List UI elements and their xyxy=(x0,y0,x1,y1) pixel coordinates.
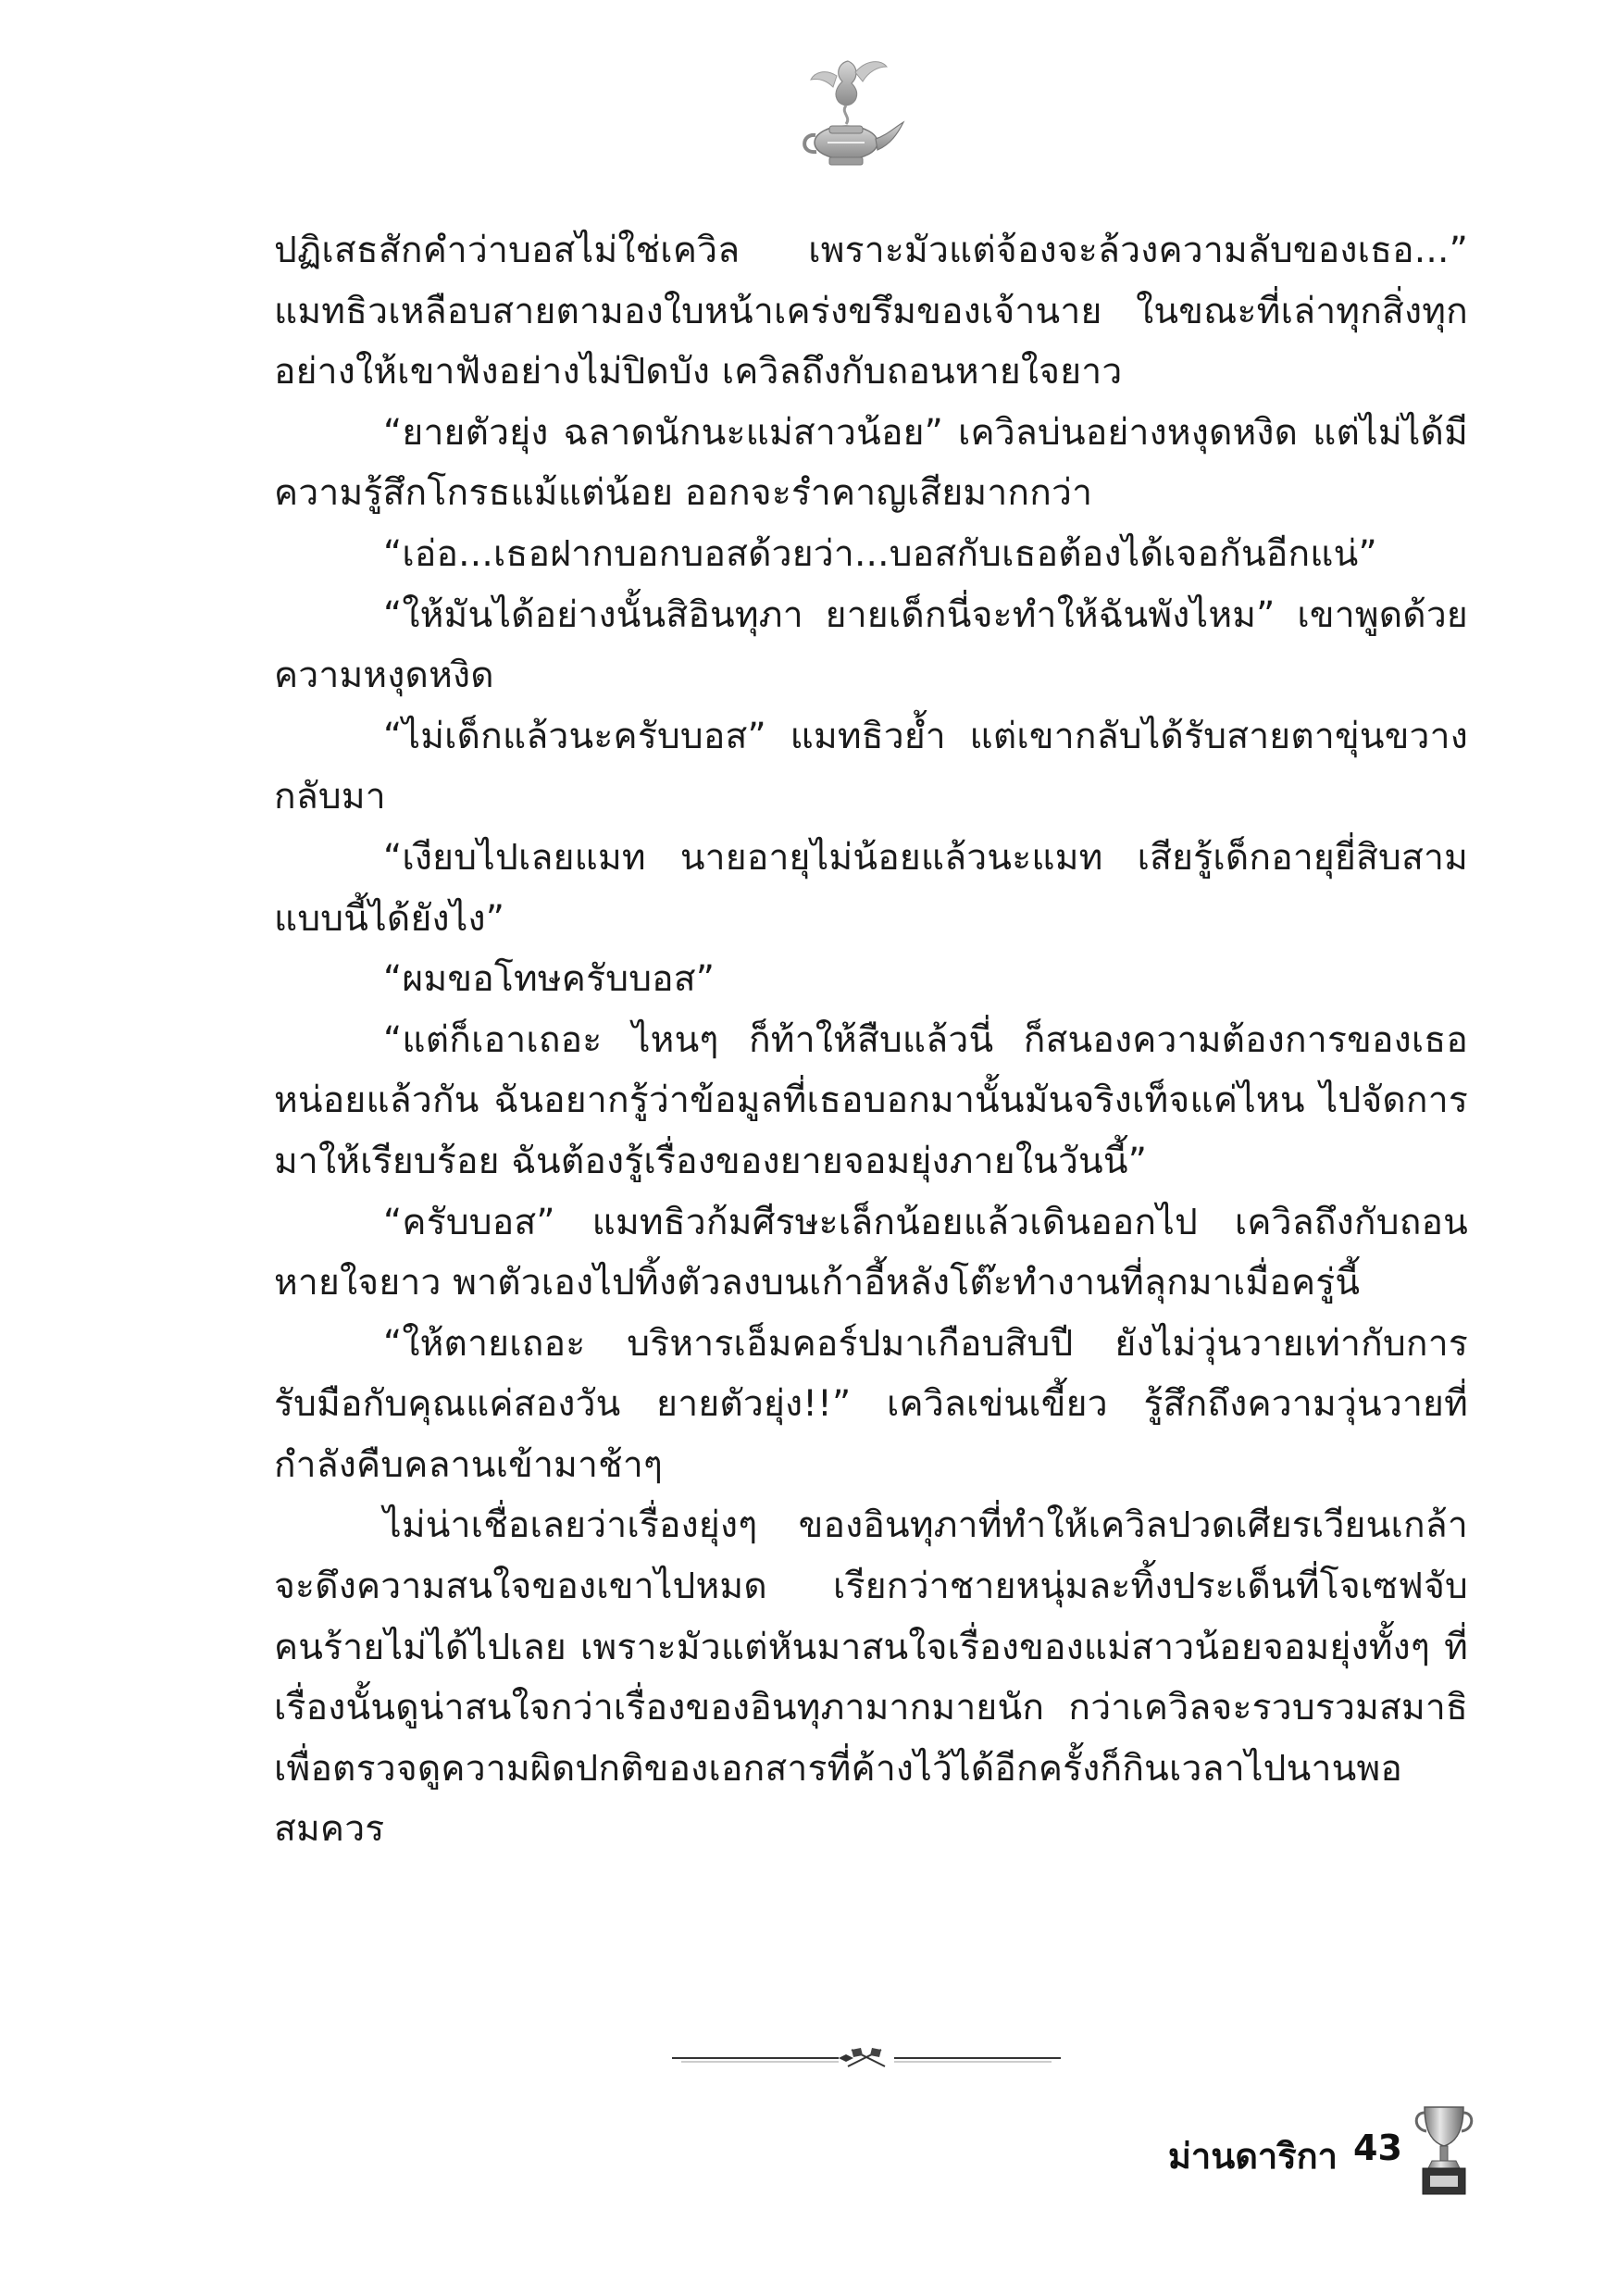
paragraph: “ให้ตายเถอะ บริหารเอ็มคอร์ปมาเกือบสิบปี ยังไม่วุ่นวายเท่ากับการรับมือกับคุณแค่สองวัน ยายตัวยุ่ง!!” เควิลเข่นเขี้ยว รู้สึกถึงความวุ่นวายที่กำลังคืบคลานเข้ามาช้าๆ xyxy=(274,1322,1468,1486)
paragraph: “ผมขอโทษครับบอส” xyxy=(383,958,716,1001)
chapter-text xyxy=(274,220,1468,1860)
trophy-icon xyxy=(1412,2100,1476,2202)
teapot-with-figure-icon xyxy=(790,54,911,174)
paragraph: “ให้มันได้อย่างนั้นสิอินทุภา ยายเด็กนี่จะทำให้ฉันพังไหม” เขาพูดด้วยความหงุดหงิด xyxy=(274,593,1468,697)
book-title: ม่านดาริกา xyxy=(1167,2136,1338,2177)
page-footer xyxy=(1111,2100,1481,2211)
paragraph: “ครับบอส” แมทธิวก้มศีรษะเล็กน้อยแล้วเดินออกไป เควิลถึงกับถอนหายใจยาว พาตัวเองไปทิ้งตัวลงบนเก้าอี้หลังโต๊ะทำงานที่ลุกมาเมื่อครู่นี้ xyxy=(274,1201,1468,1304)
paragraph: “เงียบไปเลยแมท นายอายุไม่น้อยแล้วนะแมท เสียรู้เด็กอายุยี่สิบสามแบบนี้ได้ยังไง” xyxy=(274,836,1468,940)
page-number: 43 xyxy=(1353,2128,1402,2168)
crossed-flags-icon xyxy=(839,2048,885,2066)
paragraph: ปฏิเสธสักคำว่าบอสไม่ใช่เควิล เพราะมัวแต่จ้องจะล้วงความลับของเธอ...” แมทธิวเหลือบสายตามองใบหน้าเคร่งขรึมของเจ้านาย ในขณะที่เล่าทุกสิ่งทุกอย่างให้เขาฟังอย่างไม่ปิดบัง เควิลถึงกับถอนหายใจยาว xyxy=(274,230,1468,393)
paragraph: “ยายตัวยุ่ง ฉลาดนักนะแม่สาวน้อย” เควิลบ่นอย่างหงุดหงิด แต่ไม่ได้มีความรู้สึกโกรธแม้แต่น้อย ออกจะรำคาญเสียมากกว่า xyxy=(274,411,1468,515)
paragraph: “เอ่อ...เธอฝากบอกบอสด้วยว่า...บอสกับเธอต้องได้เจอกันอีกแน่” xyxy=(383,532,1377,575)
paragraph: “แต่ก็เอาเถอะ ไหนๆ ก็ท้าให้สืบแล้วนี่ ก็สนองความต้องการของเธอหน่อยแล้วกัน ฉันอยากรู้ว่าข้อมูลที่เธอบอกมานั้นมันจริงเท็จแค่ไหน ไปจัดการมาให้เรียบร้อย ฉันต้องรู้เรื่องของยายจอมยุ่งภายในวันนี้” xyxy=(274,1018,1468,1182)
paragraph: ไม่น่าเชื่อเลยว่าเรื่องยุ่งๆ ของอินทุภาที่ทำให้เควิลปวดเศียรเวียนเกล้าจะดึงความสนใจของเขาไปหมด เรียกว่าชายหนุ่มละทิ้งประเด็นที่โจเซฟจับคนร้ายไม่ได้ไปเลย เพราะมัวแต่หันมาสนใจเรื่องของแม่สาวน้อยจอมยุ่งทั้งๆ ที่เรื่องนั้นดูน่าสนใจกว่าเรื่องของอินทุภามากมายนัก กว่าเควิลจะรวบรวมสมาธิเพื่อตรวจดูความผิดปกติของเอกสารที่ค้างไว้ได้อีกครั้งก็กินเวลาไปนานพอสมควร xyxy=(274,1504,1468,1851)
section-divider xyxy=(672,2044,1061,2072)
paragraph: “ไม่เด็กแล้วนะครับบอส” แมทธิวย้ำ แต่เขากลับได้รับสายตาขุ่นขวางกลับมา xyxy=(274,715,1468,818)
